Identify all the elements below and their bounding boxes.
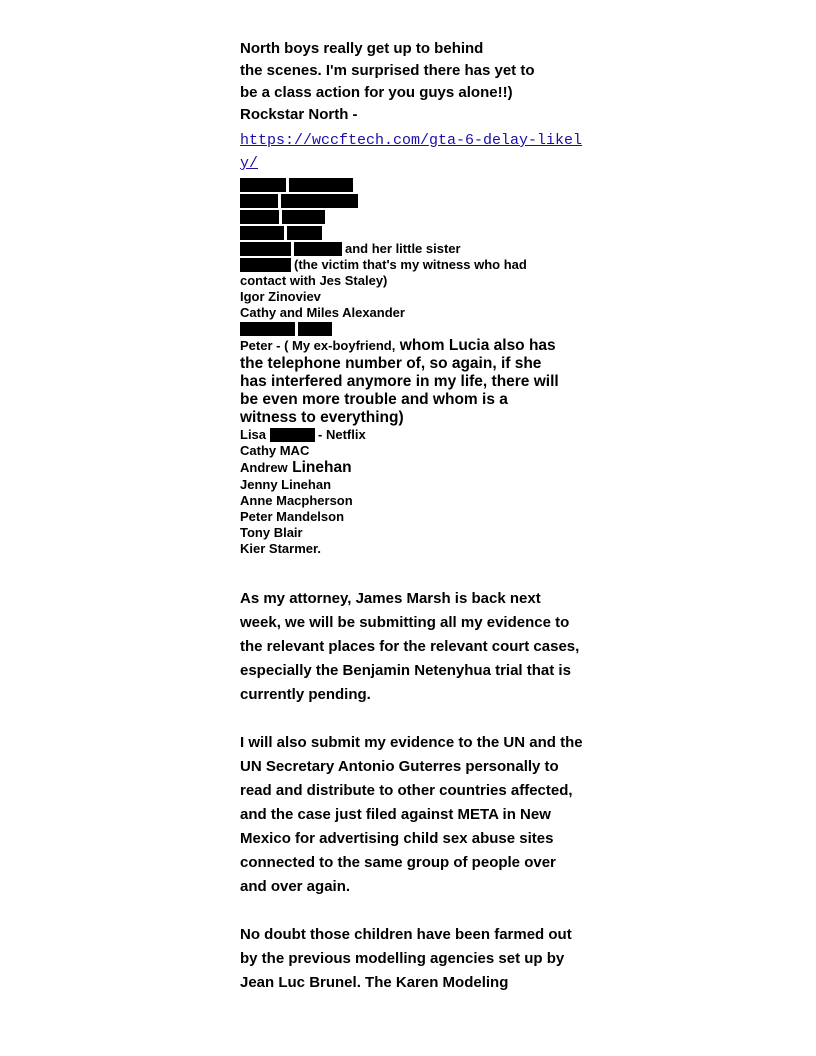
article-link[interactable]: https://wccftech.com/gta-6-delay-likely/ (240, 132, 583, 172)
list-item: Cathy MAC (240, 443, 310, 458)
list-item: Cathy and Miles Alexander (240, 305, 405, 320)
list-text: has interfered anymore in my life, there will (240, 373, 559, 390)
redaction-block (281, 194, 358, 208)
intro-line: be a class action for you guys alone!!) (240, 84, 513, 101)
list-text: Lisa (240, 427, 267, 442)
list-text: - Netflix (318, 427, 366, 442)
redacted-row (240, 177, 585, 193)
redacted-row (240, 257, 585, 273)
redaction-block (289, 178, 353, 192)
list-item (240, 459, 585, 477)
list-text: the telephone number of, so again, if she (240, 355, 542, 372)
list-text: Linehan (292, 459, 352, 476)
list-item: Kier Starmer. (240, 541, 321, 556)
list-item (240, 337, 585, 355)
redaction-block (287, 226, 322, 240)
list-text: and her little sister (345, 241, 461, 256)
intro-line: the scenes. I'm surprised there has yet to (240, 62, 535, 79)
redacted-row (240, 321, 585, 337)
body-paragraph: As my attorney, James Marsh is back next week, we will be submitting all my evidence to the relevant places for the relevant court cases, especially the Benjamin Netenyhua trial that is currently pending. (240, 590, 580, 703)
redaction-block (240, 242, 291, 256)
redaction-block (270, 428, 315, 442)
intro-text (240, 38, 585, 126)
list-item: Anne Macpherson (240, 493, 353, 508)
intro-line: North boys really get up to behind (240, 40, 484, 57)
document-page (240, 38, 585, 1019)
redaction-block (294, 242, 342, 256)
redacted-row (240, 241, 585, 257)
list-item: Jenny Linehan (240, 477, 332, 492)
list-text: whom Lucia also has (399, 337, 556, 354)
redacted-row (240, 209, 585, 225)
redaction-block (240, 226, 284, 240)
redaction-block (240, 322, 295, 336)
redaction-block (298, 322, 332, 336)
redacted-row (240, 225, 585, 241)
redaction-block (240, 258, 291, 272)
body-paragraph: I will also submit my evidence to the UN and the UN Secretary Antonio Guterres personally to read and distribute to other countries affected, and the case just filed against META in New Mexico for advertising child sex abuse sites connected to the same group of people over and over again. (240, 734, 583, 895)
body-paragraph: No doubt those children have been farmed out by the previous modelling agencies set up by Jean Luc Brunel. The Karen Modeling (240, 926, 572, 991)
list-text: Andrew (240, 460, 288, 475)
redaction-block (282, 210, 325, 224)
list-text: be even more trouble and whom is a (240, 391, 508, 408)
redaction-block (240, 194, 278, 208)
list-text: Peter - ( My ex-boyfriend, (240, 338, 396, 353)
redacted-row (240, 193, 585, 209)
redaction-block (240, 210, 279, 224)
redaction-block (240, 178, 286, 192)
intro-line: Rockstar North - (240, 106, 358, 123)
names-list (240, 177, 585, 557)
list-text: contact with Jes Staley) (240, 273, 388, 288)
list-item: Igor Zinoviev (240, 289, 321, 304)
list-item: Tony Blair (240, 525, 303, 540)
list-item (240, 427, 585, 443)
list-text: witness to everything) (240, 409, 404, 426)
list-item: Peter Mandelson (240, 509, 345, 524)
list-text: (the victim that's my witness who had (294, 257, 527, 272)
